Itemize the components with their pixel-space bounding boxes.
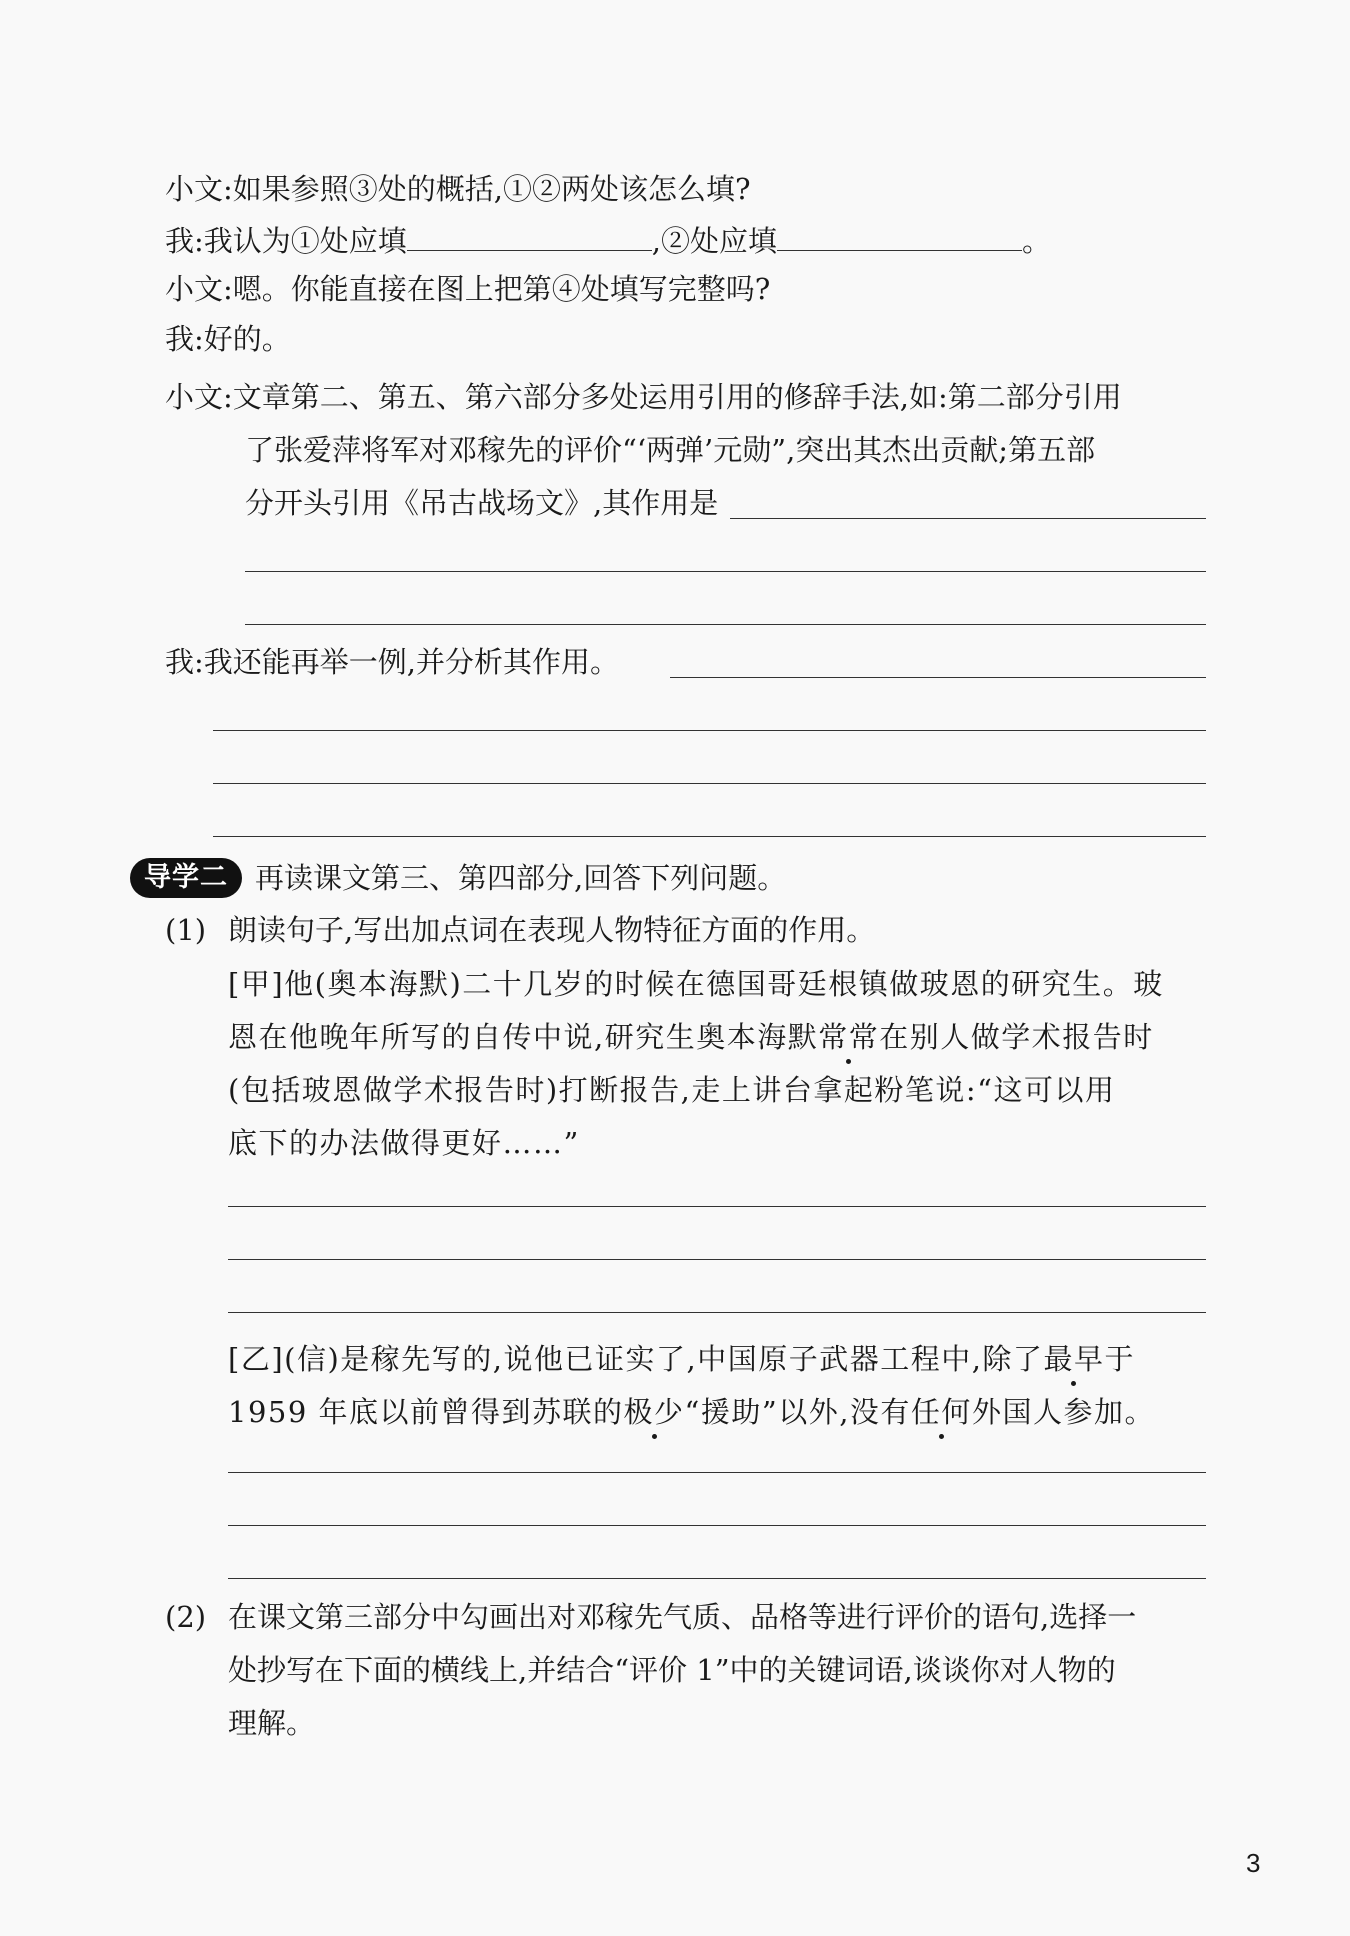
blank-answer-1[interactable] — [407, 222, 652, 251]
section-instruction: 再读课文第三、第四部分,回答下列问题。 — [255, 861, 787, 895]
q2-line-1: 在课文第三部分中勾画出对邓稼先气质、品格等进行评价的语句,选择一 — [228, 1600, 1137, 1634]
yi-line-2-b: “援助”以外,没有 — [684, 1395, 911, 1429]
answer-line[interactable] — [670, 677, 1206, 678]
q2-line-3: 理解。 — [228, 1706, 316, 1740]
answer-line[interactable] — [730, 518, 1206, 519]
dialogue-line-4: 我:好的。 — [165, 322, 291, 356]
emphasis-dotted-word: 任何 — [910, 1395, 972, 1429]
dialogue-line-5c: 分开头引用《吊古战场文》,其作用是 — [245, 486, 719, 520]
jia-line-3: (包括玻恩做学术报告时)打断报告,走上讲台拿起粉笔说:“这可以用 — [228, 1073, 1116, 1107]
answer-line[interactable] — [245, 571, 1206, 572]
q1-label: (1) — [165, 913, 207, 947]
emphasis-dotted-word: 极少 — [623, 1395, 685, 1429]
yi-line-1-b: 于 — [1104, 1342, 1135, 1376]
yi-line-2-a: 1959 年底以前曾得到苏联的 — [228, 1395, 624, 1429]
yi-line-2 — [228, 1395, 1155, 1429]
answer-line[interactable] — [228, 1206, 1206, 1207]
jia-line-2 — [228, 1020, 1154, 1054]
answer-line[interactable] — [228, 1259, 1206, 1260]
jia-line-4: 底下的办法做得更好……” — [228, 1126, 580, 1160]
jia-line-2-b: 在别人做学术报告时 — [879, 1020, 1154, 1054]
dialogue-line-5a: 小文:文章第二、第五、第六部分多处运用引用的修辞手法,如:第二部分引用 — [165, 380, 1122, 414]
q2-label: (2) — [165, 1600, 207, 1634]
section-badge: 导学二 — [130, 858, 242, 898]
answer-line[interactable] — [213, 730, 1206, 731]
answer-line[interactable] — [228, 1578, 1206, 1579]
dialogue-line-2 — [165, 222, 1051, 258]
dialogue-line-5b: 了张爱萍将军对邓稼先的评价“‘两弹’元勋”,突出其杰出贡献;第五部 — [245, 433, 1096, 467]
answer-line[interactable] — [245, 624, 1206, 625]
dialogue-line-1: 小文:如果参照③处的概括,①②两处该怎么填? — [165, 172, 751, 206]
dialogue-line-6: 我:我还能再举一例,并分析其作用。 — [165, 645, 619, 679]
jia-line-1 — [228, 967, 1164, 1001]
dialogue-line-2-mid: ,②处应填 — [651, 224, 777, 258]
yi-line-1 — [228, 1342, 1135, 1376]
yi-line-2-c: 外国人参加。 — [971, 1395, 1155, 1429]
page-number: 3 — [1246, 1848, 1261, 1878]
answer-line[interactable] — [228, 1472, 1206, 1473]
blank-answer-2[interactable] — [777, 222, 1022, 251]
answer-line[interactable] — [228, 1312, 1206, 1313]
answer-line[interactable] — [213, 836, 1206, 837]
yi-tag: [乙] — [228, 1342, 285, 1376]
answer-line[interactable] — [213, 783, 1206, 784]
dialogue-line-2-prefix: 我:我认为①处应填 — [165, 224, 407, 258]
jia-line-1-text: 他(奥本海默)二十几岁的时候在德国哥廷根镇做玻恩的研究生。玻 — [284, 967, 1164, 1001]
dialogue-line-2-end: 。 — [1022, 224, 1052, 258]
dialogue-line-3: 小文:嗯。你能直接在图上把第④处填写完整吗? — [165, 272, 771, 306]
emphasis-dotted-word: 最早 — [1043, 1342, 1105, 1376]
jia-line-2-a: 恩在他晚年所写的自传中说,研究生奥本海默 — [228, 1020, 819, 1054]
q2-line-2: 处抄写在下面的横线上,并结合“评价 1”中的关键词语,谈谈你对人物的 — [228, 1653, 1116, 1687]
answer-line[interactable] — [228, 1525, 1206, 1526]
jia-tag: [甲] — [228, 967, 285, 1001]
q1-prompt: 朗读句子,写出加点词在表现人物特征方面的作用。 — [228, 913, 876, 947]
yi-line-1-a: (信)是稼先写的,说他已证实了,中国原子武器工程中,除了 — [284, 1342, 1044, 1376]
emphasis-dotted-word: 常常 — [818, 1020, 880, 1054]
